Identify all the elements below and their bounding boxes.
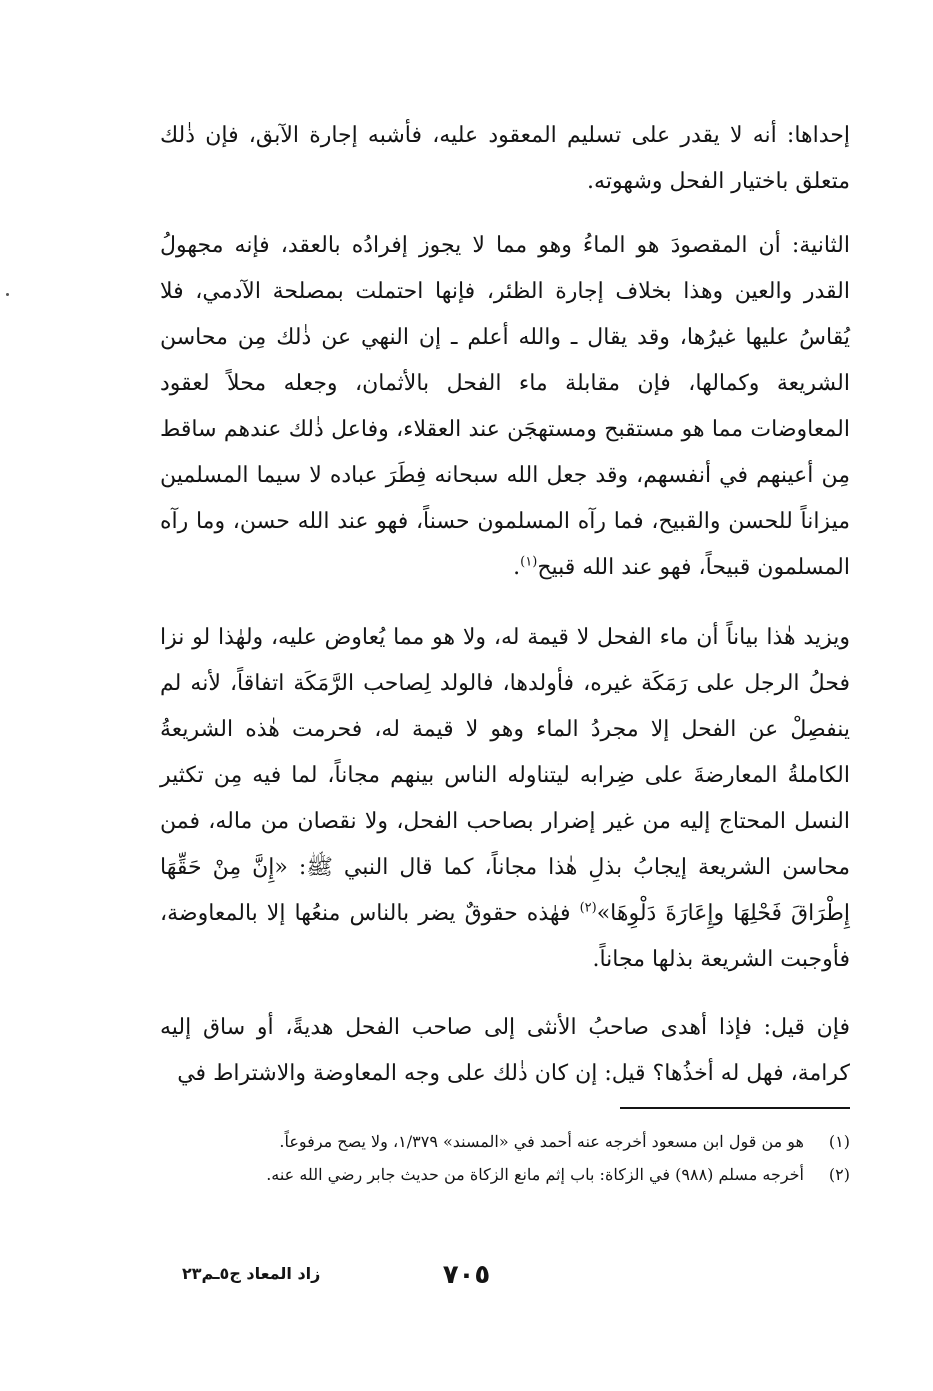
paragraph-gift-question: [160, 1005, 850, 1097]
paragraph-second-reason: [160, 223, 850, 591]
footnotes: [160, 1125, 850, 1191]
paragraph-text: الثانية: أن المقصودَ هو الماءُ وهو مما لا يجوز إفرادُه بالعقد، فإنه مجهولُ القدر والعين وهذا بخلاف إجارة الظئر، فإنها احتملت بمصلحة الآدمي، فلا يُقاسُ عليها غيرُها، وقد يقال ـ والله أعلم ـ إن النهي عن ذٰلك مِن محاسن الشريعة وكمالها، فإن مقابلة ماء الفحل بالأثمان، وجعله محلاً لعقود المعاوضات مما هو مستقبح ومستهجَن عند العقلاء، وفاعل ذٰلك عندهم ساقط مِن أعينهم في أنفسهم، وقد جعل الله سبحانه فِطَرَ عباده لا سيما المسلمين ميزاناً للحسن والقبيح، فما رآه المسلمون حسناً، فهو عند الله حسن، وما رآه المسلمون قبيحاً، فهو عند الله قبيح: [160, 233, 850, 580]
margin-dot: [6, 293, 9, 296]
paragraph-text: إحداها: أنه لا يقدر على تسليم المعقود عليه، فأشبه إجارة الآبق، فإن ذٰلك متعلق باختيار الفحل وشهوته.: [160, 123, 850, 194]
footnote-number: (١): [828, 1132, 850, 1151]
paragraph-first-reason: [160, 113, 850, 205]
footnote-text: هو من قول ابن مسعود أخرجه عنه أحمد في «المسند» ١/٣٧٩، ولا يصح مرفوعاً.: [279, 1132, 804, 1151]
footnote-marker-1[interactable]: (١): [520, 554, 538, 570]
running-footer: زاد المعاد ج٥ـم٢٣: [182, 1264, 321, 1283]
paragraph-text: ويزيد هٰذا بياناً أن ماء الفحل لا قيمة له، ولا هو مما يُعاوض عليه، ولهٰذا لو نزا فحلُ الرجل على رَمَكَة غيره، فأولدها، فالولد لِصاحب الرَّمَكَة اتفاقاً، لأنه لم ينفصِلْ عن الفحل إلا مجردُ الماء وهو لا قيمة له، فحرمت هٰذه الشريعةُ الكاملةُ المعارضةَ على ضِرابه ليتناوله الناس بينهم مجاناً، لما فيه مِن تكثير النسل المحتاج إليه من غير إضرار بصاحب الفحل، ولا نقصان من ماله، فمن محاسن الشريعة إيجابُ بذلِ هٰذا مجاناً، كما قال النبي ﷺ: «إِنَّ مِنْ حَقِّهَا إِطْرَاقَ فَحْلِهَا وإِعَارَةَ دَلْوِهَا»: [160, 625, 850, 926]
paragraph-tail: فهٰذه حقوقٌ يضر بالناس منعُها إلا بالمعاوضة، فأوجبت الشريعة بذلها مجاناً.: [160, 901, 850, 972]
page-number: ٧٠٥: [442, 1260, 491, 1290]
footnote-text: أخرجه مسلم (٩٨٨) في الزكاة: باب إثم مانع الزكاة من حديث جابر رضي الله عنه.: [266, 1165, 804, 1184]
footnote-1: [160, 1125, 850, 1158]
footnote-number: (٢): [828, 1165, 850, 1184]
paragraph-text-wrapper: [160, 223, 850, 591]
paragraph-tail: .: [513, 555, 521, 580]
paragraph-stud-water: [160, 615, 850, 983]
page-footer: [0, 1260, 933, 1294]
footnote-separator: [620, 1107, 850, 1109]
paragraph-text-wrapper: [160, 615, 850, 983]
footnote-2: [160, 1158, 850, 1191]
paragraph-text: فإن قيل: فإذا أهدى صاحبُ الأنثى إلى صاحب الفحل هديةً، أو ساق إليه كرامة، فهل له أخذُها؟ قيل: إن كان ذٰلك على وجه المعاوضة والاشتراط في: [160, 1015, 850, 1086]
footnote-marker-2[interactable]: (٢): [579, 900, 597, 916]
